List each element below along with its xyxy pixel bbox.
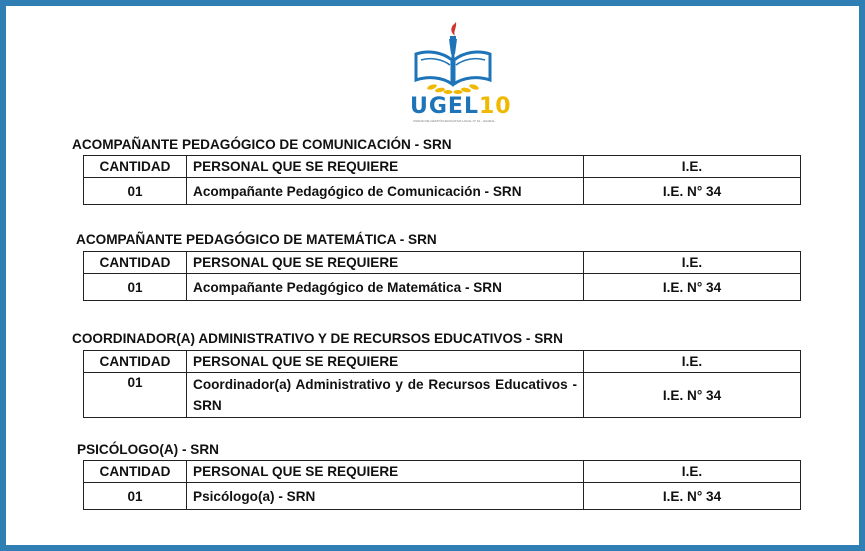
header-institution: I.E. [584, 156, 801, 178]
logo-name: UGEL [410, 94, 479, 119]
cell-quantity: 01 [84, 178, 187, 205]
table-header-row [84, 156, 801, 178]
section-title: ACOMPAÑANTE PEDAGÓGICO DE COMUNICACIÓN - SRN [72, 137, 452, 152]
cell-institution: I.E. N° 34 [584, 483, 801, 510]
requirements-table [83, 350, 801, 418]
cell-institution: I.E. N° 34 [584, 373, 801, 418]
logo-subtitle: UNIDAD DE GESTIÓN EDUCATIVA LOCAL N° 10 - HUARAL [413, 119, 495, 123]
section-title: PSICÓLOGO(A) - SRN [77, 442, 219, 457]
header-institution: I.E. [584, 351, 801, 373]
cell-personnel: Psicólogo(a) - SRN [187, 483, 584, 510]
table-row [84, 178, 801, 205]
cell-personnel: Acompañante Pedagógico de Comunicación - SRN [187, 178, 584, 205]
table-row [84, 274, 801, 301]
book-torch-icon [410, 20, 496, 100]
ugel-logo [410, 20, 512, 124]
header-quantity: CANTIDAD [84, 461, 187, 483]
header-personnel: PERSONAL QUE SE REQUIERE [187, 156, 584, 178]
logo-number: 10 [478, 94, 512, 119]
header-institution: I.E. [584, 252, 801, 274]
cell-personnel: Coordinador(a) Administrativo y de Recursos Educativos - SRN [187, 373, 584, 418]
header-quantity: CANTIDAD [84, 156, 187, 178]
cell-institution: I.E. N° 34 [584, 178, 801, 205]
header-personnel: PERSONAL QUE SE REQUIERE [187, 461, 584, 483]
header-quantity: CANTIDAD [84, 252, 187, 274]
requirements-table [83, 251, 801, 301]
header-personnel: PERSONAL QUE SE REQUIERE [187, 351, 584, 373]
table-row [84, 373, 801, 418]
header-personnel: PERSONAL QUE SE REQUIERE [187, 252, 584, 274]
header-quantity: CANTIDAD [84, 351, 187, 373]
table-header-row [84, 351, 801, 373]
requirements-table [83, 155, 801, 205]
section-title: COORDINADOR(A) ADMINISTRATIVO Y DE RECURSOS EDUCATIVOS - SRN [72, 331, 563, 346]
section-title: ACOMPAÑANTE PEDAGÓGICO DE MATEMÁTICA - SRN [76, 232, 437, 247]
table-header-row [84, 252, 801, 274]
cell-quantity: 01 [84, 274, 187, 301]
table-row [84, 483, 801, 510]
cell-quantity: 01 [84, 483, 187, 510]
cell-personnel: Acompañante Pedagógico de Matemática - SRN [187, 274, 584, 301]
cell-institution: I.E. N° 34 [584, 274, 801, 301]
logo-wordmark [410, 94, 512, 119]
requirements-table [83, 460, 801, 510]
table-header-row [84, 461, 801, 483]
header-institution: I.E. [584, 461, 801, 483]
cell-quantity: 01 [84, 373, 187, 418]
